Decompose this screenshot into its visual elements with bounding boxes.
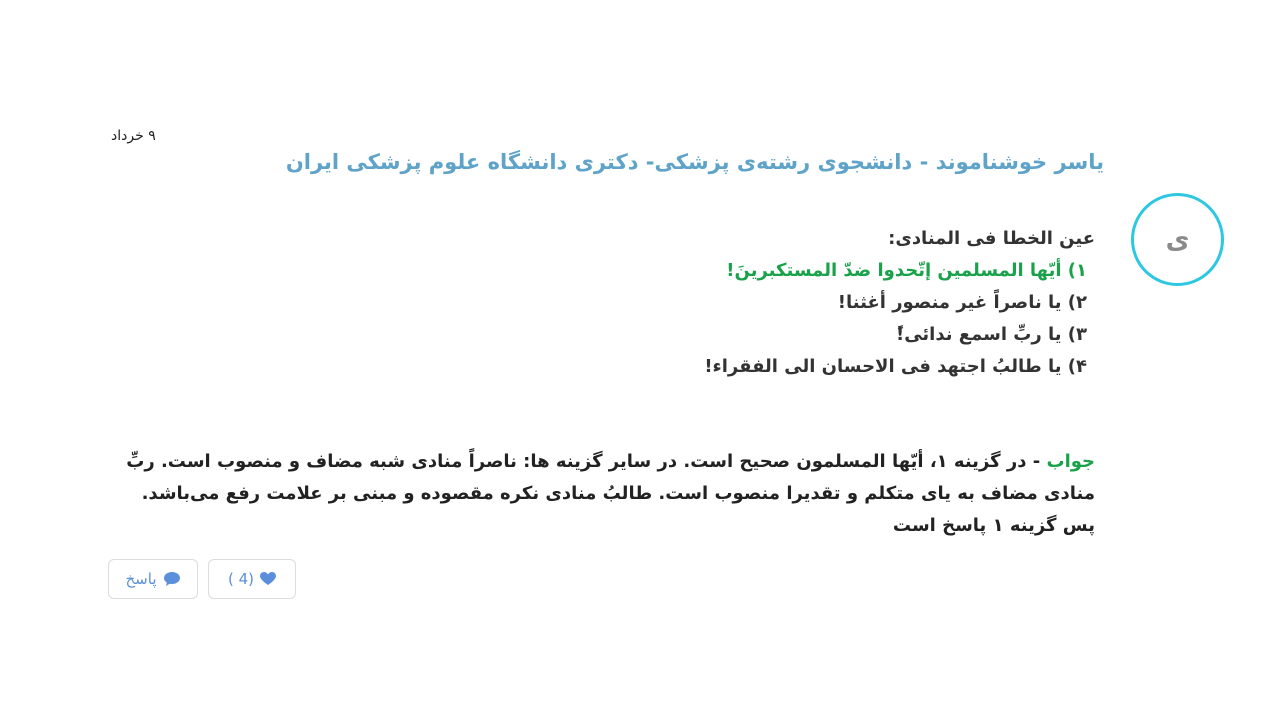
option-4: ۴) یا طالبُ اجتهد فی الاحسان الی الفقراء!	[704, 356, 1087, 377]
answer-label: جواب	[1046, 451, 1095, 472]
reply-label: پاسخ	[125, 570, 157, 588]
option-1: ۱) أیّها المسلمین إتّحدوا ضدّ المستکبرینَ!	[726, 260, 1087, 281]
answer-block	[105, 446, 1095, 542]
post-actions	[108, 559, 296, 599]
option-2: ۲) یا ناصراً غیر منصور أغثنا!	[837, 292, 1087, 313]
like-button[interactable]	[208, 559, 296, 599]
heart-icon	[260, 572, 276, 586]
question-block	[195, 223, 1095, 383]
speech-bubble-icon	[163, 571, 181, 587]
like-count: (4 )	[227, 570, 255, 588]
author-name[interactable]: یاسر خوشناموند - دانشجوی رشته‌ی پزشکی- دکتری دانشگاه علوم پزشکی ایران	[285, 150, 1104, 174]
avatar-letter: ی	[1165, 224, 1190, 255]
answer-text: - در گزینه ۱، أیّها المسلمون صحیح است. در سایر گزینه ها: ناصراً منادی شبه مضاف و منصوب است. ربِّ منادی مضاف به یای متکلم و تقدیرا منصوب است. طالبُ منادی نکره مقصوده و مبنی بر علامت رفع می‌باشد. پس گزینه ۱ پاسخ است	[126, 451, 1095, 536]
post-date: ۹ خرداد	[111, 128, 156, 144]
avatar[interactable]	[1131, 193, 1224, 286]
reply-button[interactable]	[108, 559, 198, 599]
question-prompt: عین الخطا فی المنادی:	[888, 228, 1095, 249]
option-3: ۳) یا ربِّ اسمع ندائی!ً	[896, 324, 1087, 345]
